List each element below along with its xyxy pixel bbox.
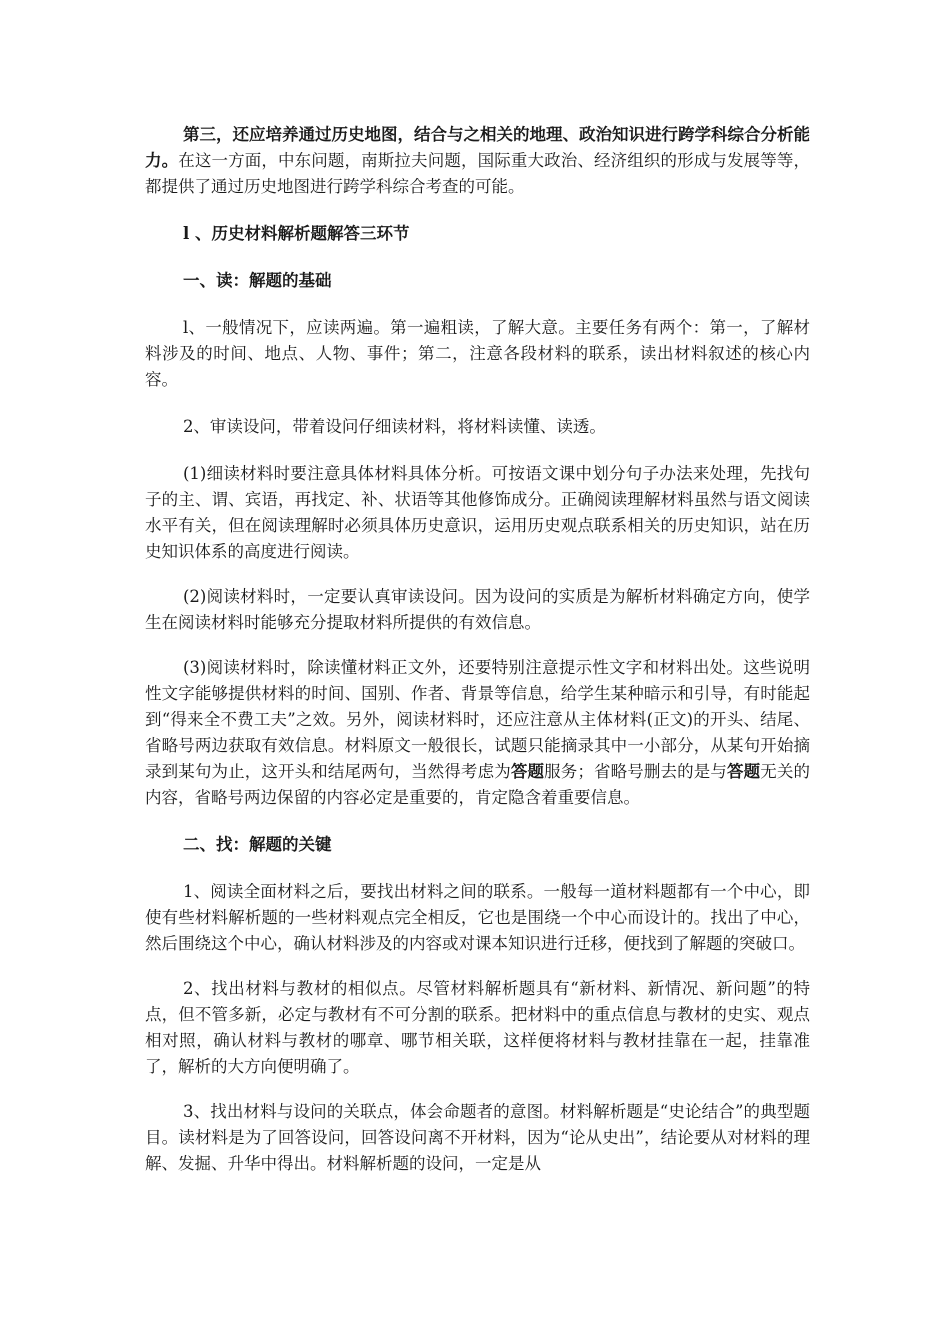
paragraph-review-question-carefully: (2)阅读材料时，一定要认真审读设问。因为设问的实质是为解析材料确定方向，使学生在阅读材料时能够充分提取材料所提供的有效信息。 bbox=[145, 587, 810, 632]
paragraph-find-relations: 3、找出材料与设问的关联点，体会命题者的意图。材料解析题是“史论结合”的典型题目。读材料是为了回答设问，回答设问离不开材料，因为“论从史出”，结论要从对材料的理解、发掘、升华中得出。材料解析题的设问，一定是从 bbox=[145, 1102, 810, 1173]
paragraph-find-connections: 1、阅读全面材料之后，要找出材料之间的联系。一般每一道材料题都有一个中心，即使有些材料解析题的一些材料观点完全相反，它也是围绕一个中心而设计的。找出了中心，然后围绕这个中心，确认材料涉及的内容或对课本知识进行迁移，便找到了解题的突破口。 bbox=[145, 882, 810, 953]
paragraph-bold-lead: 第三，还应培养通过历史地图，结合与之相关的地理、政治知识进行跨学科综合分析能力。 bbox=[145, 125, 810, 170]
paragraph-text: 服务；省略号删去的是与 bbox=[544, 762, 728, 781]
bold-keyword: 答题 bbox=[727, 762, 761, 781]
paragraph-detail-reading: (1)细读材料时要注意具体材料具体分析。可按语文课中划分句子办法来处理，先找句子的主、谓、宾语，再找定、补、状语等其他修饰成分。正确阅读理解材料虽然与语文阅读水平有关，但在阅读理解时必须具体历史意识，运用历史观点联系相关的历史知识，站在历史知识体系的高度进行阅读。 bbox=[145, 464, 810, 561]
paragraph-text: (3)阅读材料时，除读懂材料正文外，还要特别注意提示性文字和材料出处。这些说明性文字能够提供材料的时间、国别、作者、背景等信息，给学生某种暗示和引导，有时能起到“得来全不费工夫”之效。另外，阅读材料时，还应注意从主体材料(正文)的开头、结尾、省略号两边获取有效信息。材料原文一般很长，试题只能摘录其中一小部分，从某句开始摘录到某句为止，这开头和结尾两句，当然得考虑为 bbox=[145, 658, 810, 781]
paragraph-find-similarities: 2、找出材料与教材的相似点。尽管材料解析题具有“新材料、新情况、新问题”的特点，但不管多新，必定与教材有不可分割的联系。把材料中的重点信息与教材的史实、观点相对照，确认材料与教材的哪章、哪节相关联，这样便将材料与教材挂靠在一起，挂靠准了，解析的大方向便明确了。 bbox=[145, 979, 810, 1076]
bold-keyword: 答题 bbox=[510, 762, 545, 781]
paragraph-review-questions: 2、审读设问，带着设问仔细读材料，将材料读懂、读透。 bbox=[182, 417, 606, 436]
paragraph-text: 无关的内容，省略号两边保留的内容必定是重要的，肯定隐含着重要信息。 bbox=[145, 762, 811, 807]
paragraph-cross-discipline bbox=[145, 122, 810, 200]
section-heading-find: 二、找：解题的关键 bbox=[182, 835, 332, 854]
paragraph-text: 在这一方面，中东问题，南斯拉夫问题，国际重大政治、经济组织的形成与发展等等，都提供了通过历史地图进行跨学科综合考查的可能。 bbox=[145, 151, 811, 196]
paragraph-read-twice: l、一般情况下，应读两遍。第一遍粗读，了解大意。主要任务有两个：第一，了解材料涉及的时间、地点、人物、事件；第二，注意各段材料的联系，读出材料叙述的核心内容。 bbox=[145, 318, 810, 389]
document-page bbox=[145, 122, 810, 1177]
section-heading-three-steps: l 、历史材料解析题解答三环节 bbox=[182, 224, 410, 243]
paragraph-hint-text bbox=[145, 655, 810, 811]
section-heading-read: 一、读：解题的基础 bbox=[182, 271, 332, 290]
